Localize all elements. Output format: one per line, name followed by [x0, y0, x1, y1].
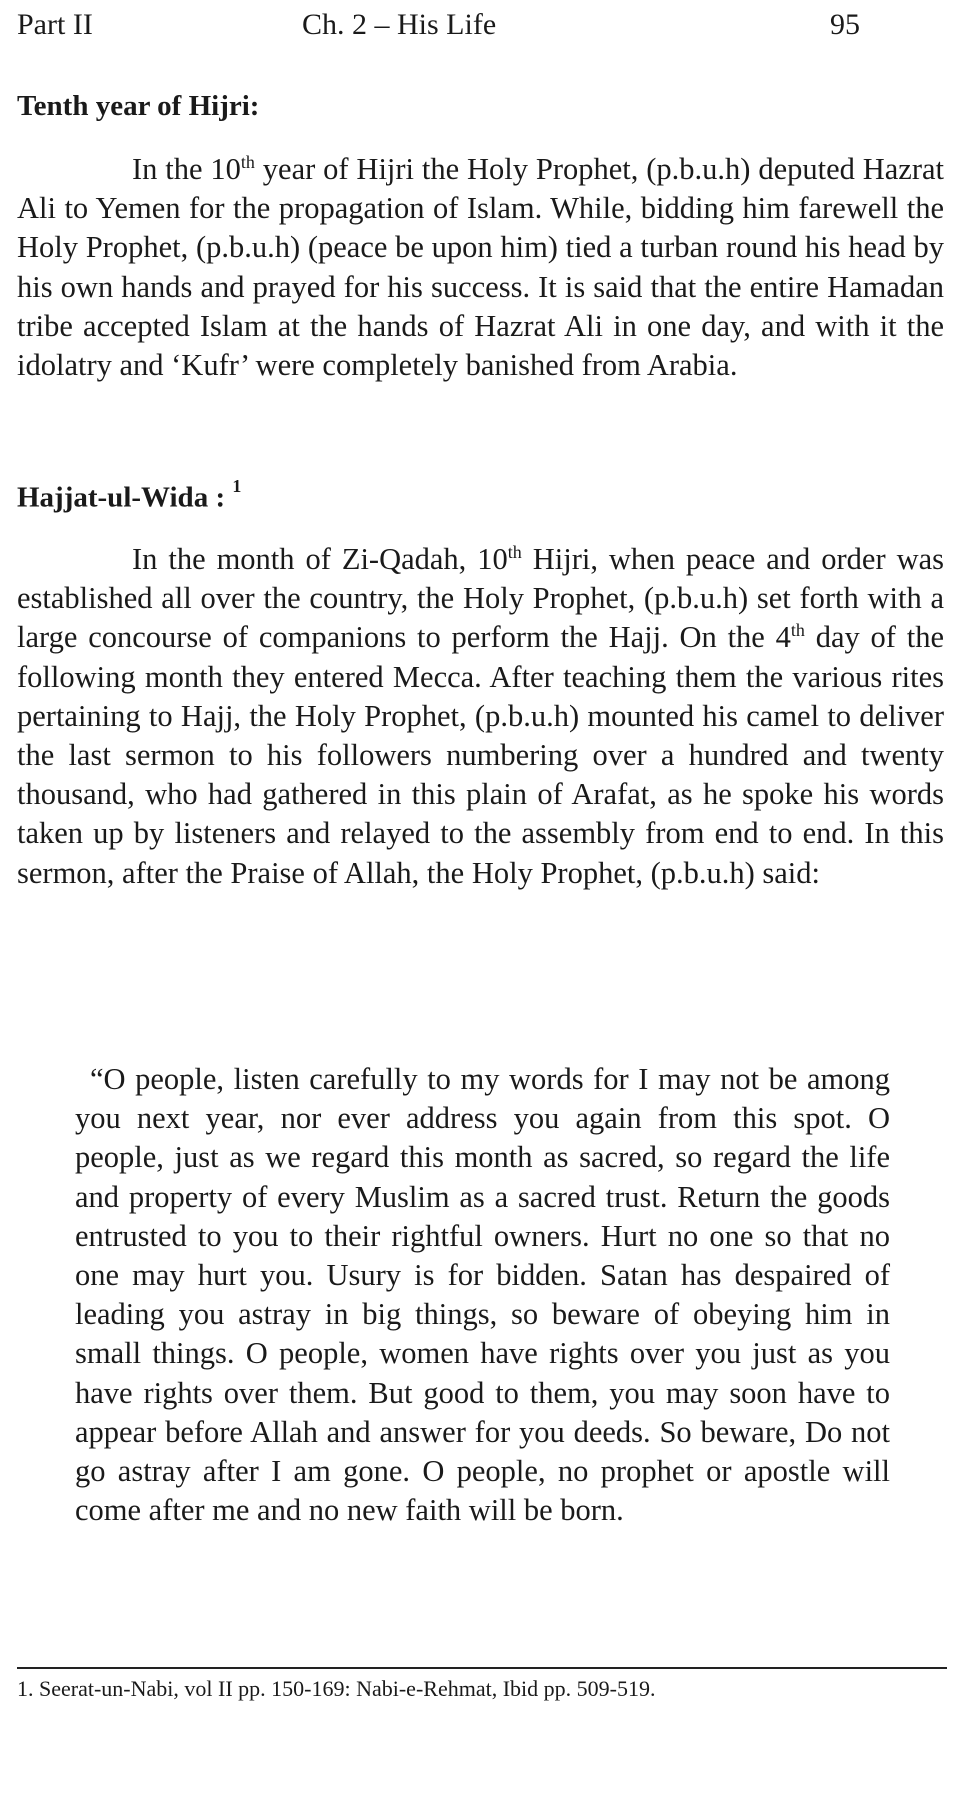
- section-heading-tenth-year: Tenth year of Hijri:: [17, 90, 260, 122]
- sermon-quote: “O people, listen carefully to my words for I may not be among you next year, nor ever address you again from this spot. O people, just as we regard this month as sacred, so regard the life and property of every Muslim as a sacred trust. Return the goods entrusted to you to their rightful owners. Hurt no one so that no one may hurt you. Usury is for bidden. Satan has despaired of leading you astray in big things, so beware of obeying him in small things. O people, women have rights over you just as you have rights over them. But good to them, you may soon have to appear before Allah and answer for you deeds. So beware, Do not go astray after I am gone. O people, no prophet or apostle will come after me and no new faith will be born.: [75, 1062, 890, 1528]
- footnote: 1. Seerat-un-Nabi, vol II pp. 150-169: Nabi-e-Rehmat, Ibid pp. 509-519.: [17, 1676, 656, 1701]
- footnote-divider: [17, 1667, 947, 1669]
- paragraph-hajjat-ul-wida: In the month of Zi-Qadah, 10th Hijri, when peace and order was established all over the country, the Holy Prophet, (p.b.u.h) set forth with a large concourse of companions to perform the Hajj. On the 4th day of the following month they entered Mecca. After teaching them the various rites pertaining to Hajj, the Holy Prophet, (p.b.u.h) mounted his camel to deliver the last sermon to his followers numbering over a hundred and twenty thousand, who had gathered in this plain of Arafat, as he spoke his words taken up by listeners and relayed to the assembly from end to end. In this sermon, after the Praise of Allah, the Holy Prophet, (p.b.u.h) said:: [17, 541, 944, 890]
- paragraph-tenth-year: In the 10th year of Hijri the Holy Prophet, (p.b.u.h) deputed Hazrat Ali to Yemen for the propagation of Islam. While, bidding him farewell the Holy Prophet, (p.b.u.h) (peace be upon him) tied a turban round his head by his own hands and prayed for his success. It is said that the entire Hamadan tribe accepted Islam at the hands of Hazrat Ali in one day, and with it the idolatry and ‘Kufr’ were completely banished from Arabia.: [17, 151, 944, 383]
- header-page-number: 95: [830, 8, 860, 41]
- running-header: [17, 8, 910, 48]
- footnote-ref: 1: [232, 476, 242, 496]
- header-part: Part II: [17, 8, 93, 41]
- header-chapter: Ch. 2 – His Life: [302, 8, 497, 41]
- section-heading-hajjat-ul-wida: Hajjat-ul-Wida : $^1$: [17, 476, 242, 514]
